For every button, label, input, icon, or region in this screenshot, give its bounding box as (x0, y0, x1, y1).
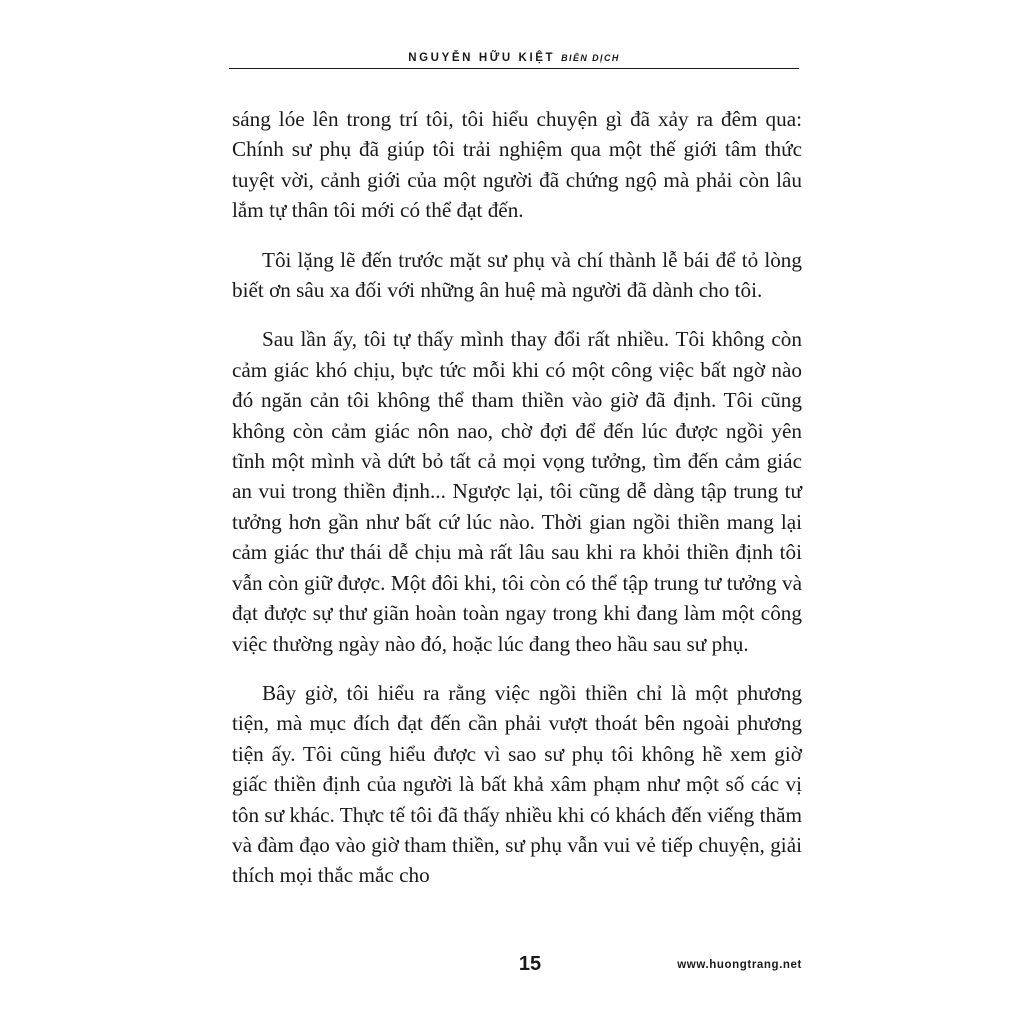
page-number: 15 (518, 953, 542, 975)
body-text (232, 104, 802, 910)
header-role: BIÊN DỊCH (561, 53, 620, 63)
paragraph: Bây giờ, tôi hiểu ra rằng việc ngồi thiền chỉ là một phương tiện, mà mục đích đạt đến cần phải vượt thoát bên ngoài phương tiện ấy. Tôi cũng hiểu được vì sao sư phụ tôi không hề xem giờ giấc thiền định của người là bất khả xâm phạm như một số các vị tôn sư khác. Thực tế tôi đã thấy nhiều khi có khách đến viếng thăm và đàm đạo vào giờ tham thiền, sư phụ vẫn vui vẻ tiếp chuyện, giải thích mọi thắc mắc cho (232, 680, 802, 888)
paragraph: Tôi lặng lẽ đến trước mặt sư phụ và chí thành lễ bái để tỏ lòng biết ơn sâu xa đối với những ân huệ mà người đã dành cho tôi. (232, 247, 802, 303)
paragraph: sáng lóe lên trong trí tôi, tôi hiểu chuyện gì đã xảy ra đêm qua: Chính sư phụ đã giúp tôi trải nghiệm qua một thế giới tâm thức tuyệt vời, cảnh giới của một người đã chứng ngộ mà phải còn lâu lắm tự thân tôi mới có thể đạt đến. (232, 107, 802, 223)
header-rule (229, 68, 799, 69)
website-url: www.huongtrang.net (677, 959, 802, 971)
paragraph: Sau lần ấy, tôi tự thấy mình thay đổi rất nhiều. Tôi không còn cảm giác khó chịu, bực tức mỗi khi có một công việc bất ngờ nào đó ngăn cản tôi không thể tham thiền vào giờ đã định. Tôi cũng không còn cảm giác nôn nao, chờ đợi để đến lúc được ngồi yên tĩnh một mình và dứt bỏ tất cả mọi vọng tưởng, tìm đến cảm giác an vui trong thiền định... Ngược lại, tôi cũng dễ dàng tập trung tư tưởng hơn gần như bất cứ lúc nào. Thời gian ngồi thiền mang lại cảm giác thư thái dễ chịu mà rất lâu sau khi ra khỏi thiền định tôi vẫn còn giữ được. Một đôi khi, tôi còn có thể tập trung tư tưởng và đạt được sự thư giãn hoàn toàn ngay trong khi đang làm một công việc thường ngày nào đó, hoặc lúc đang theo hầu sau sư phụ. (232, 327, 802, 656)
header-author: NGUYỄN HỮU KIỆT (408, 52, 556, 64)
running-header (229, 48, 799, 70)
